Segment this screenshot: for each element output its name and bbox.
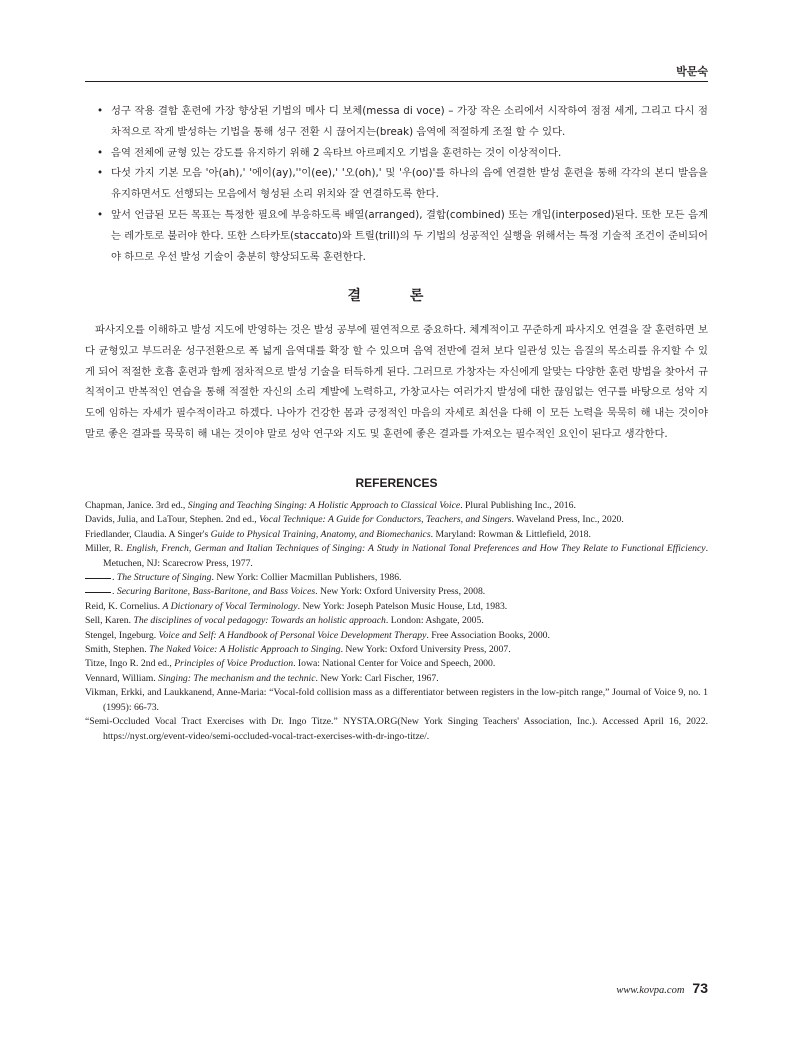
reference-text: . Waveland Press, Inc., 2020. [511, 514, 624, 526]
conclusion-paragraph: 파사지오를 이해하고 발성 지도에 반영하는 것은 발성 공부에 필연적으로 중요하다. 체계적이고 꾸준하게 파사지오 연결을 잘 훈련하면 보다 균형있고 부드러운 성구전환으로 폭 넓게 음역대를 확장 할 수 있으며 음역 전반에 걸쳐 보다 일관성 있는 음질의 목소리를 유지할 수 있게 되어 적절한 호흡 훈련과 함께 점차적으로 발성 기술을 터득하게 된다. 그러므로 가창자는 자신에게 알맞는 다양한 훈련 방법을 찾아서 규칙적이고 반복적인 연습을 통해 적절한 자신의 소리 계발에 노력하고, 가창교사는 여러가지 발성에 대한 끊임없는 연구를 바탕으로 성악 지도에 임하는 자세가 필수적이라고 하겠다. 나아가 건강한 몸과 긍정적인 마음의 자세로 최선을 다해 이 모든 노력을 묵묵히 해 내는 것이야 말로 좋은 결과를 묵묵히 해 내는 것이야 말로 성악 연구와 지도 및 훈련에 좋은 결과를 가져오는 필수적인 요인이 된다고 생각한다. [85, 324, 708, 440]
reference-text: Davids, Julia, and LaTour, Stephen. 2nd ed., [85, 514, 260, 526]
reference-text: Vikman, Erkki, and Laukkanend, Anne-Maria: “Vocal-fold collision mass as a differentiator between registers in the low-pitch range,” Journal of Voice 9, no. 1 (1995): 66-73. [85, 687, 708, 713]
bullet-item [97, 205, 708, 267]
reference-text: Reid, K. Cornelius. [85, 600, 163, 612]
bullet-dot-icon: • [97, 208, 104, 221]
header-divider [85, 81, 708, 82]
bullet-dot-icon: • [97, 105, 104, 117]
reference-entry [85, 614, 708, 628]
reference-text: Stengel, Ingeburg. [85, 629, 159, 641]
reference-entry [85, 629, 708, 643]
reference-title: Voice and Self: A Handbook of Personal Voice Development Therapy [158, 629, 427, 641]
reference-entry [85, 657, 708, 671]
bullet-text: 앞서 언급된 모든 목표는 특정한 필요에 부응하도록 배열(arranged), 결합(combined) 또는 개입(interposed)된다. 또한 모든 음계는 레가토로 불러야 한다. 또한 스타카토(staccato)와 트릴(trill)의 두 기법의 성공적인 실행을 위해서는 특정 기술적 조건이 준비되어야 하므로 우선 발성 기술이 충분히 향상되도록 훈련한다. [111, 208, 708, 263]
reference-text: . New York: Collier Macmillan Publishers, 1986. [211, 572, 402, 584]
ditto-dash [85, 592, 111, 593]
reference-entry [85, 513, 708, 527]
reference-entry [85, 672, 708, 686]
reference-text: . London: Ashgate, 2005. [385, 615, 484, 627]
reference-entry [85, 499, 708, 513]
bullet-dot-icon: • [97, 167, 104, 180]
reference-title: Securing Baritone, Bass-Baritone, and Bass Voices [116, 586, 316, 598]
reference-entry [85, 585, 708, 599]
reference-entry [85, 715, 708, 744]
reference-text: . New York: Oxford University Press, 2007. [340, 644, 511, 656]
reference-text: . [112, 586, 117, 598]
page-footer [616, 980, 708, 998]
bullet-item [97, 163, 708, 205]
bullet-text: 음역 전체에 균형 있는 강도를 유지하기 위해 2 옥타브 아르페지오 기법을 훈련하는 것이 이상적이다. [111, 146, 562, 159]
references-list [85, 499, 708, 744]
reference-title: The Structure of Singing [116, 572, 212, 584]
reference-text: Miller, R. [85, 543, 127, 555]
reference-title: Principles of Voice Production [174, 658, 294, 670]
reference-title: Singing: The mechanism and the technic [158, 672, 316, 684]
reference-text: Titze, Ingo R. 2nd ed., [85, 658, 175, 670]
reference-text: . Metuchen, NJ: Scarecrow Press, 1977. [103, 543, 708, 569]
reference-text: Sell, Karen. [85, 615, 134, 627]
footer-url: www.kovpa.com [616, 985, 685, 996]
reference-title: Guide to Physical Training, Anatomy, and Biomechanics [210, 528, 431, 540]
references-heading: REFERENCES [355, 476, 438, 490]
reference-text: Friedlander, Claudia. A Singer's [85, 528, 211, 540]
reference-text: Vennard, William. [85, 672, 159, 684]
reference-text: . Iowa: National Center for Voice and Speech, 2000. [293, 658, 496, 670]
reference-entry [85, 571, 708, 585]
bullet-item [97, 143, 708, 164]
reference-entry [85, 643, 708, 657]
reference-text: Smith, Stephen. [85, 644, 150, 656]
reference-entry [85, 686, 708, 715]
reference-title: Vocal Technique: A Guide for Conductors, Teachers, and Singers [259, 514, 512, 526]
reference-text: . [112, 572, 117, 584]
page-number: 73 [692, 980, 708, 996]
reference-text: . Maryland: Rowman & Littlefield, 2018. [430, 528, 591, 540]
reference-text: . New York: Joseph Patelson Music House, Ltd, 1983. [297, 600, 508, 612]
reference-text: . Free Association Books, 2000. [426, 629, 550, 641]
bullet-dot-icon: • [97, 146, 104, 159]
reference-title: Singing and Teaching Singing: A Holistic Approach to Classical Voice [187, 500, 461, 511]
reference-title: The Naked Voice: A Holistic Approach to Singing [149, 644, 341, 656]
reference-text: . New York: Carl Fischer, 1967. [315, 672, 439, 684]
bullet-list [97, 101, 708, 267]
running-header-author: 박문숙 [676, 65, 708, 78]
reference-entry [85, 528, 708, 542]
bullet-item [97, 101, 708, 143]
reference-text: . Plural Publishing Inc., 2016. [460, 500, 576, 511]
reference-entry [85, 600, 708, 614]
bullet-text: 다섯 가지 기본 모음 '아(ah),' '에이(ay),''이(ee),' '오(oh),' 및 '우(oo)'를 하나의 음에 연결한 발성 훈련을 통해 각각의 본디 발음을 유지하면서도 선행되는 모음에서 형성된 소리 위치와 잘 연결하도록 한다. [111, 167, 708, 201]
ditto-dash [85, 578, 111, 579]
reference-text: Chapman, Janice. 3rd ed., [85, 500, 188, 511]
reference-text: “Semi-Occluded Vocal Tract Exercises with Dr. Ingo Titze.” NYSTA.ORG(New York Singing Teachers' Association, Inc.). Accessed April 16, 2022. https://nyst.org/event-video/semi-occluded-vocal-tract-exercises-with-dr-ingo-titze/. [85, 716, 708, 742]
reference-title: English, French, German and Italian Techniques of Singing: A Study in National Tonal Preferences and How They Relate to Functional Efficiency [126, 543, 706, 555]
reference-text: . New York: Oxford University Press, 2008. [315, 586, 486, 598]
reference-entry [85, 542, 708, 571]
conclusion-heading: 결 론 [347, 288, 446, 304]
reference-title: A Dictionary of Vocal Terminology [162, 600, 298, 612]
reference-title: The disciplines of vocal pedagogy: Towards an holistic approach [133, 615, 386, 627]
bullet-text: 성구 작용 결합 훈련에 가장 향상된 기법의 메사 디 보체(messa di voce) – 가장 작은 소리에서 시작하여 점점 세게, 그리고 다시 점차적으로 작게 발성하는 기법을 통해 성구 전환 시 끊어지는(break) 음역에 적절하게 조절 할 수 있다. [111, 105, 708, 138]
